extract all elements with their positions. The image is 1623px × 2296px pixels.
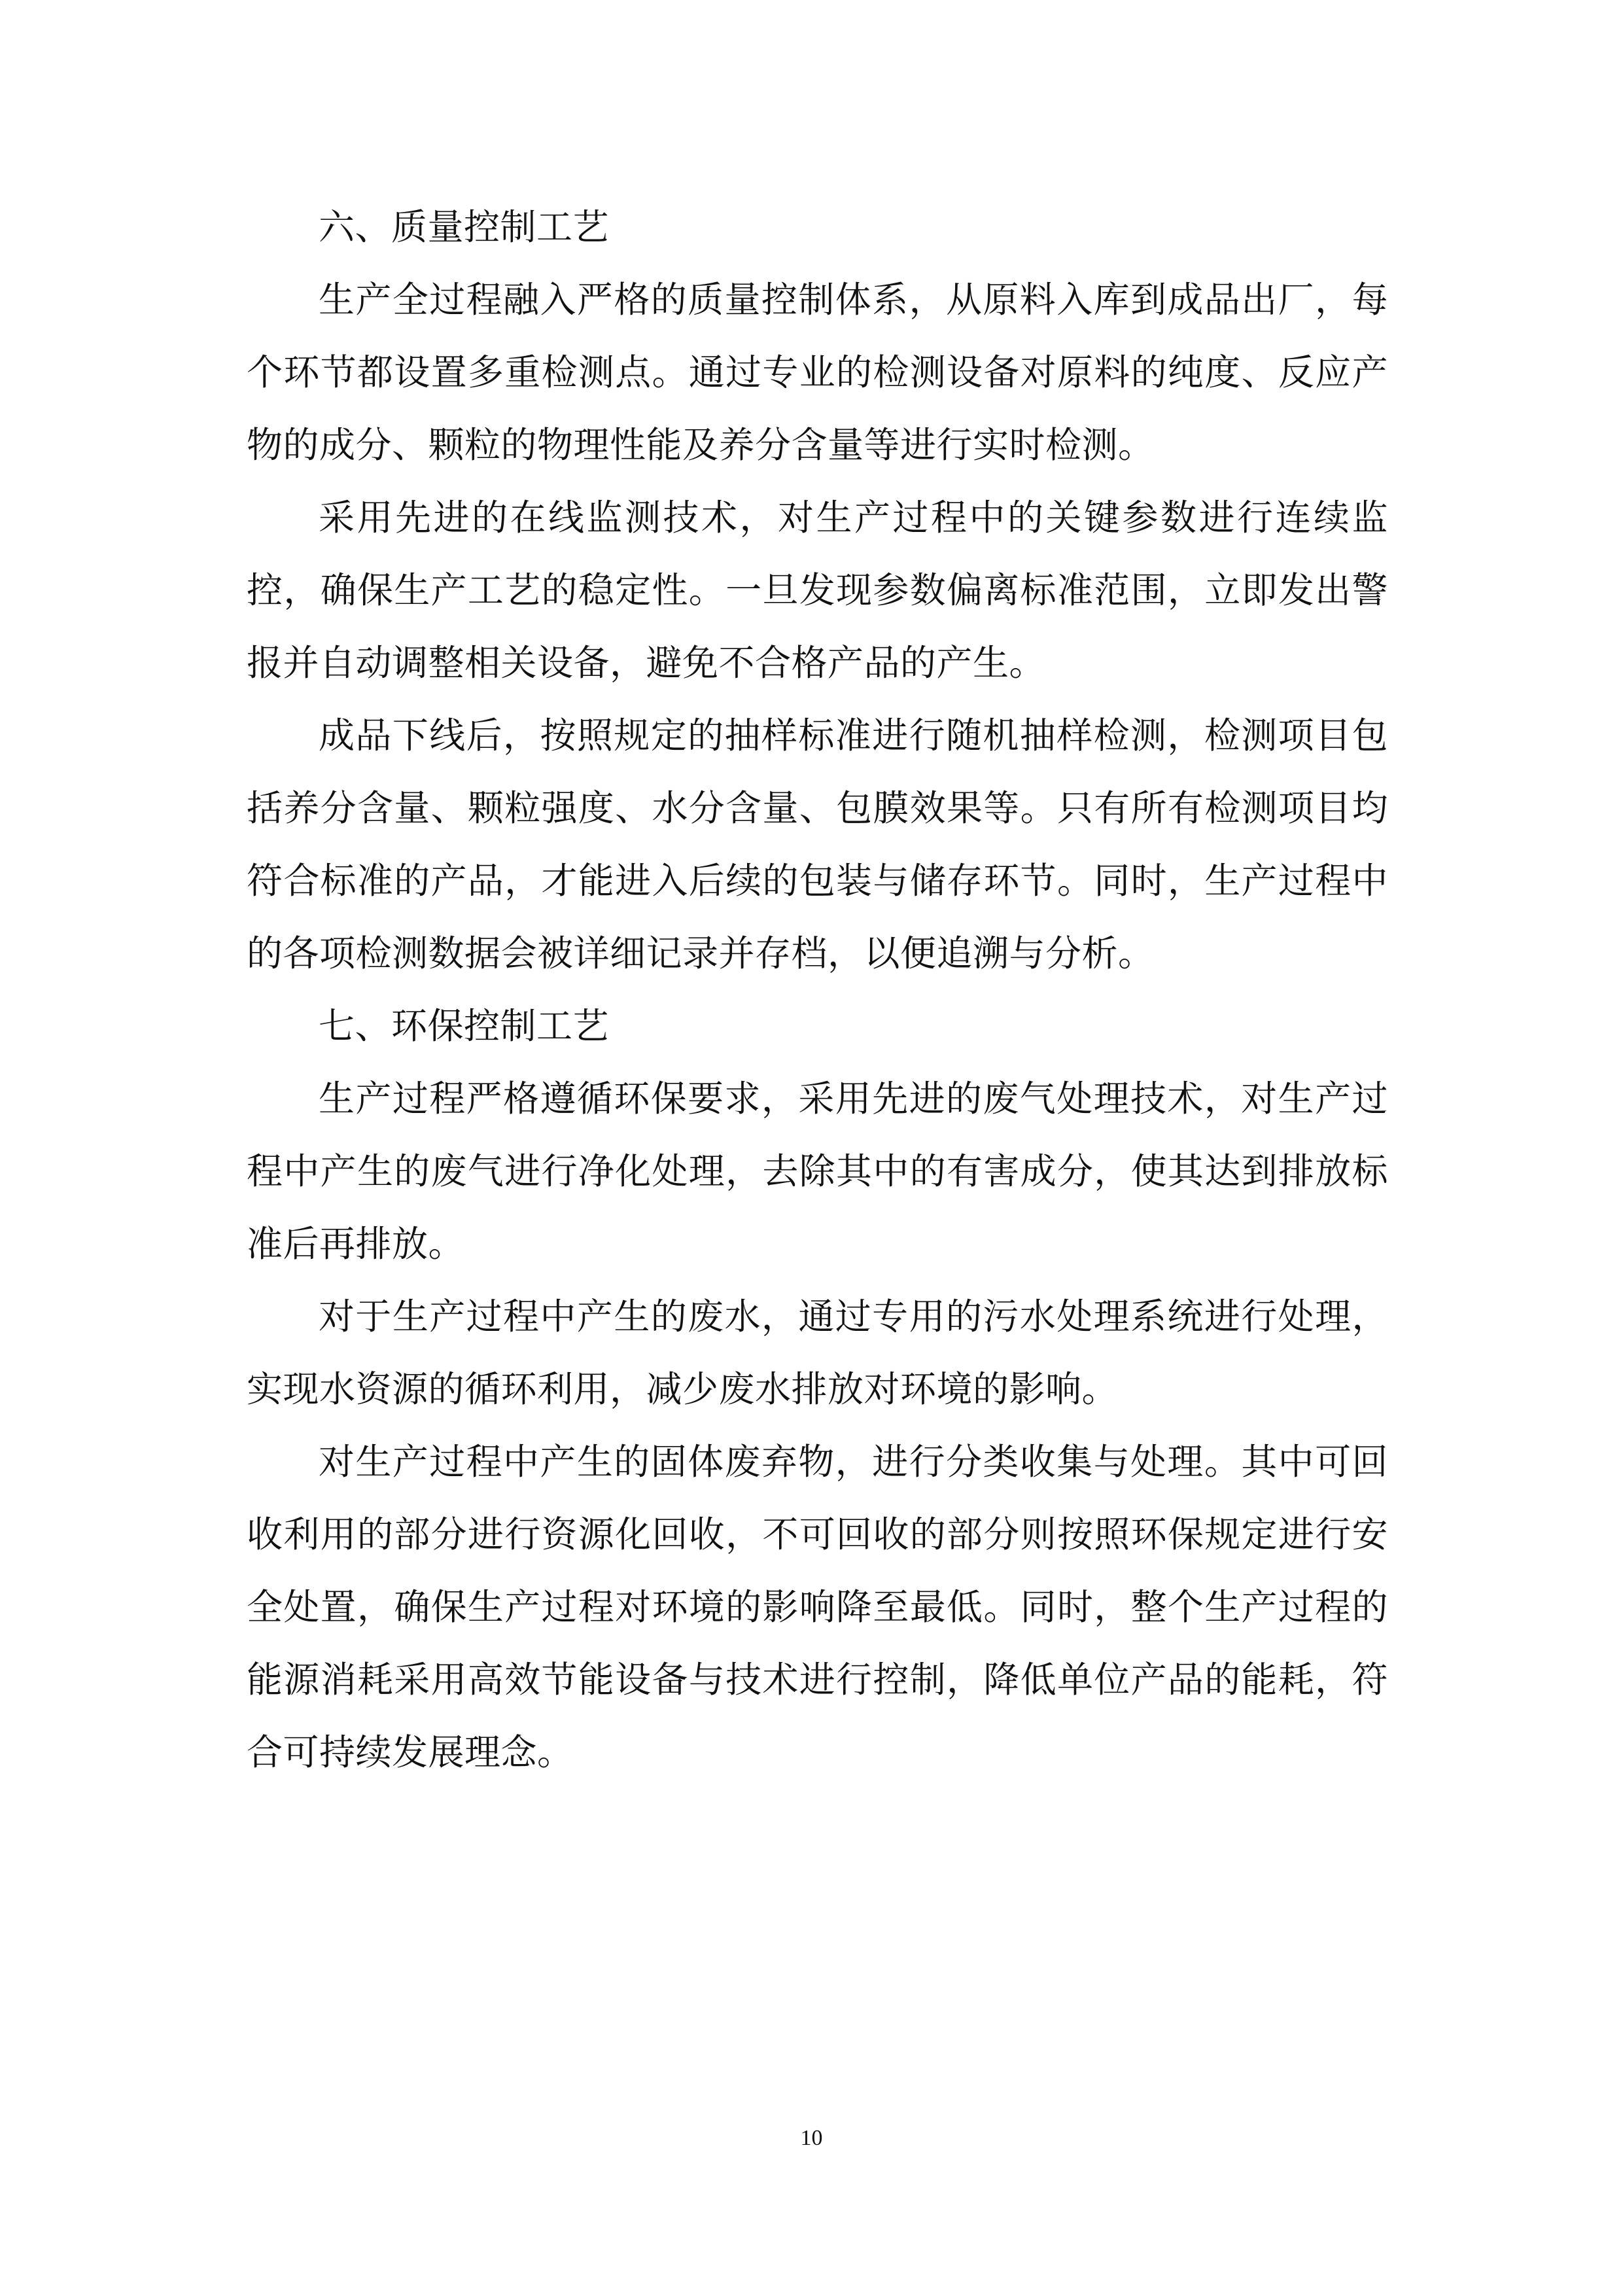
- section-heading-environmental-control: 七、环保控制工艺: [319, 1005, 610, 1047]
- paragraph-online-monitoring: 采用先进的在线监测技术，对生产过程中的关键参数进行连续监控，确保生产工艺的稳定性。一旦发现参数偏离标准范围，立即发出警报并自动调整相关设备，避免不合格产品的产生。: [247, 497, 1388, 684]
- document-body: [247, 191, 1388, 1789]
- section-heading-quality-control: 六、质量控制工艺: [319, 206, 610, 248]
- paragraph-exhaust-treatment: 生产过程严格遵循环保要求，采用先进的废气处理技术，对生产过程中产生的废气进行净化处理，去除其中的有害成分，使其达到排放标准后再排放。: [247, 1078, 1388, 1265]
- page-number: 10: [800, 2126, 823, 2150]
- paragraph-quality-system: 生产全过程融入严格的质量控制体系，从原料入库到成品出厂，每个环节都设置多重检测点。通过专业的检测设备对原料的纯度、反应产物的成分、颗粒的物理性能及养分含量等进行实时检测。: [247, 279, 1388, 466]
- paragraph-wastewater-treatment: 对于生产过程中产生的废水，通过专用的污水处理系统进行处理，实现水资源的循环利用，减少废水排放对环境的影响。: [247, 1296, 1388, 1410]
- paragraph-sampling-inspection: 成品下线后，按照规定的抽样标准进行随机抽样检测，检测项目包括养分含量、颗粒强度、水分含量、包膜效果等。只有所有检测项目均符合标准的产品，才能进入后续的包装与储存环节。同时，生产过程中的各项检测数据会被详细记录并存档，以便追溯与分析。: [247, 715, 1388, 974]
- paragraph-solid-waste: 对生产过程中产生的固体废弃物，进行分类收集与处理。其中可回收利用的部分进行资源化回收，不可回收的部分则按照环保规定进行安全处置，确保生产过程对环境的影响降至最低。同时，整个生产过程的能源消耗采用高效节能设备与技术进行控制，降低单位产品的能耗，符合可持续发展理念。: [247, 1441, 1388, 1773]
